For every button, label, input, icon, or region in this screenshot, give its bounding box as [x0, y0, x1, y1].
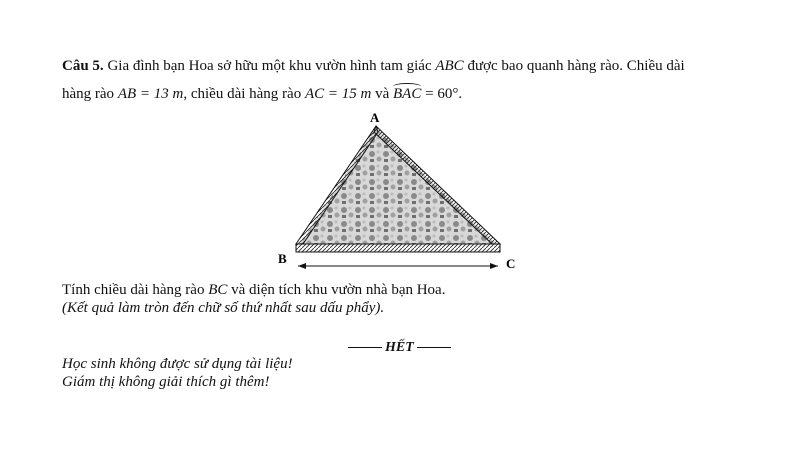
- and-word: và: [375, 86, 390, 102]
- ab-length: AB = 13 m: [117, 86, 184, 102]
- vertex-c-label: C: [506, 256, 516, 271]
- task-line: [62, 282, 445, 299]
- end-dash-right: [417, 347, 451, 348]
- ac-length: AC = 15 m: [304, 86, 372, 102]
- question-line-1: [62, 58, 685, 75]
- angle-bac: BAC: [393, 86, 422, 102]
- rounding-note: (Kết quả làm tròn đến chữ số thứ nhất sau dấu phẩy).: [62, 300, 385, 316]
- angle-value: = 60°: [425, 86, 459, 102]
- fence-prefix: hàng rào: [62, 86, 115, 102]
- fence-mid: , chiều dài hàng rào: [183, 86, 302, 102]
- question-label: Câu 5.: [62, 58, 104, 74]
- end-dash-left: [348, 347, 382, 348]
- end-mark: [345, 340, 454, 356]
- question-text-tail: được bao quanh hàng rào. Chiều dài: [467, 58, 685, 74]
- vertex-a-label: A: [370, 110, 380, 125]
- question-line-2: [62, 86, 462, 103]
- task-prefix: Tính chiều dài hàng rào: [62, 282, 205, 298]
- triangle-name: ABC: [435, 58, 464, 74]
- garden-triangle-figure: [270, 108, 520, 278]
- end-mark-text: HẾT: [385, 340, 414, 355]
- bc-label: BC: [208, 282, 228, 298]
- footer-line-1: Học sinh không được sử dụng tài liệu!: [62, 356, 293, 372]
- task-tail: và diện tích khu vườn nhà bạn Hoa.: [231, 282, 446, 298]
- garden-area: [300, 128, 496, 244]
- question-text: Gia đình bạn Hoa sở hữu một khu vườn hình tam giác: [107, 58, 432, 74]
- vertex-b-label: B: [278, 251, 287, 266]
- footer-line-2: Giám thị không giải thích gì thêm!: [62, 374, 270, 390]
- fence-bc: [296, 244, 500, 252]
- line2-end: .: [458, 86, 463, 102]
